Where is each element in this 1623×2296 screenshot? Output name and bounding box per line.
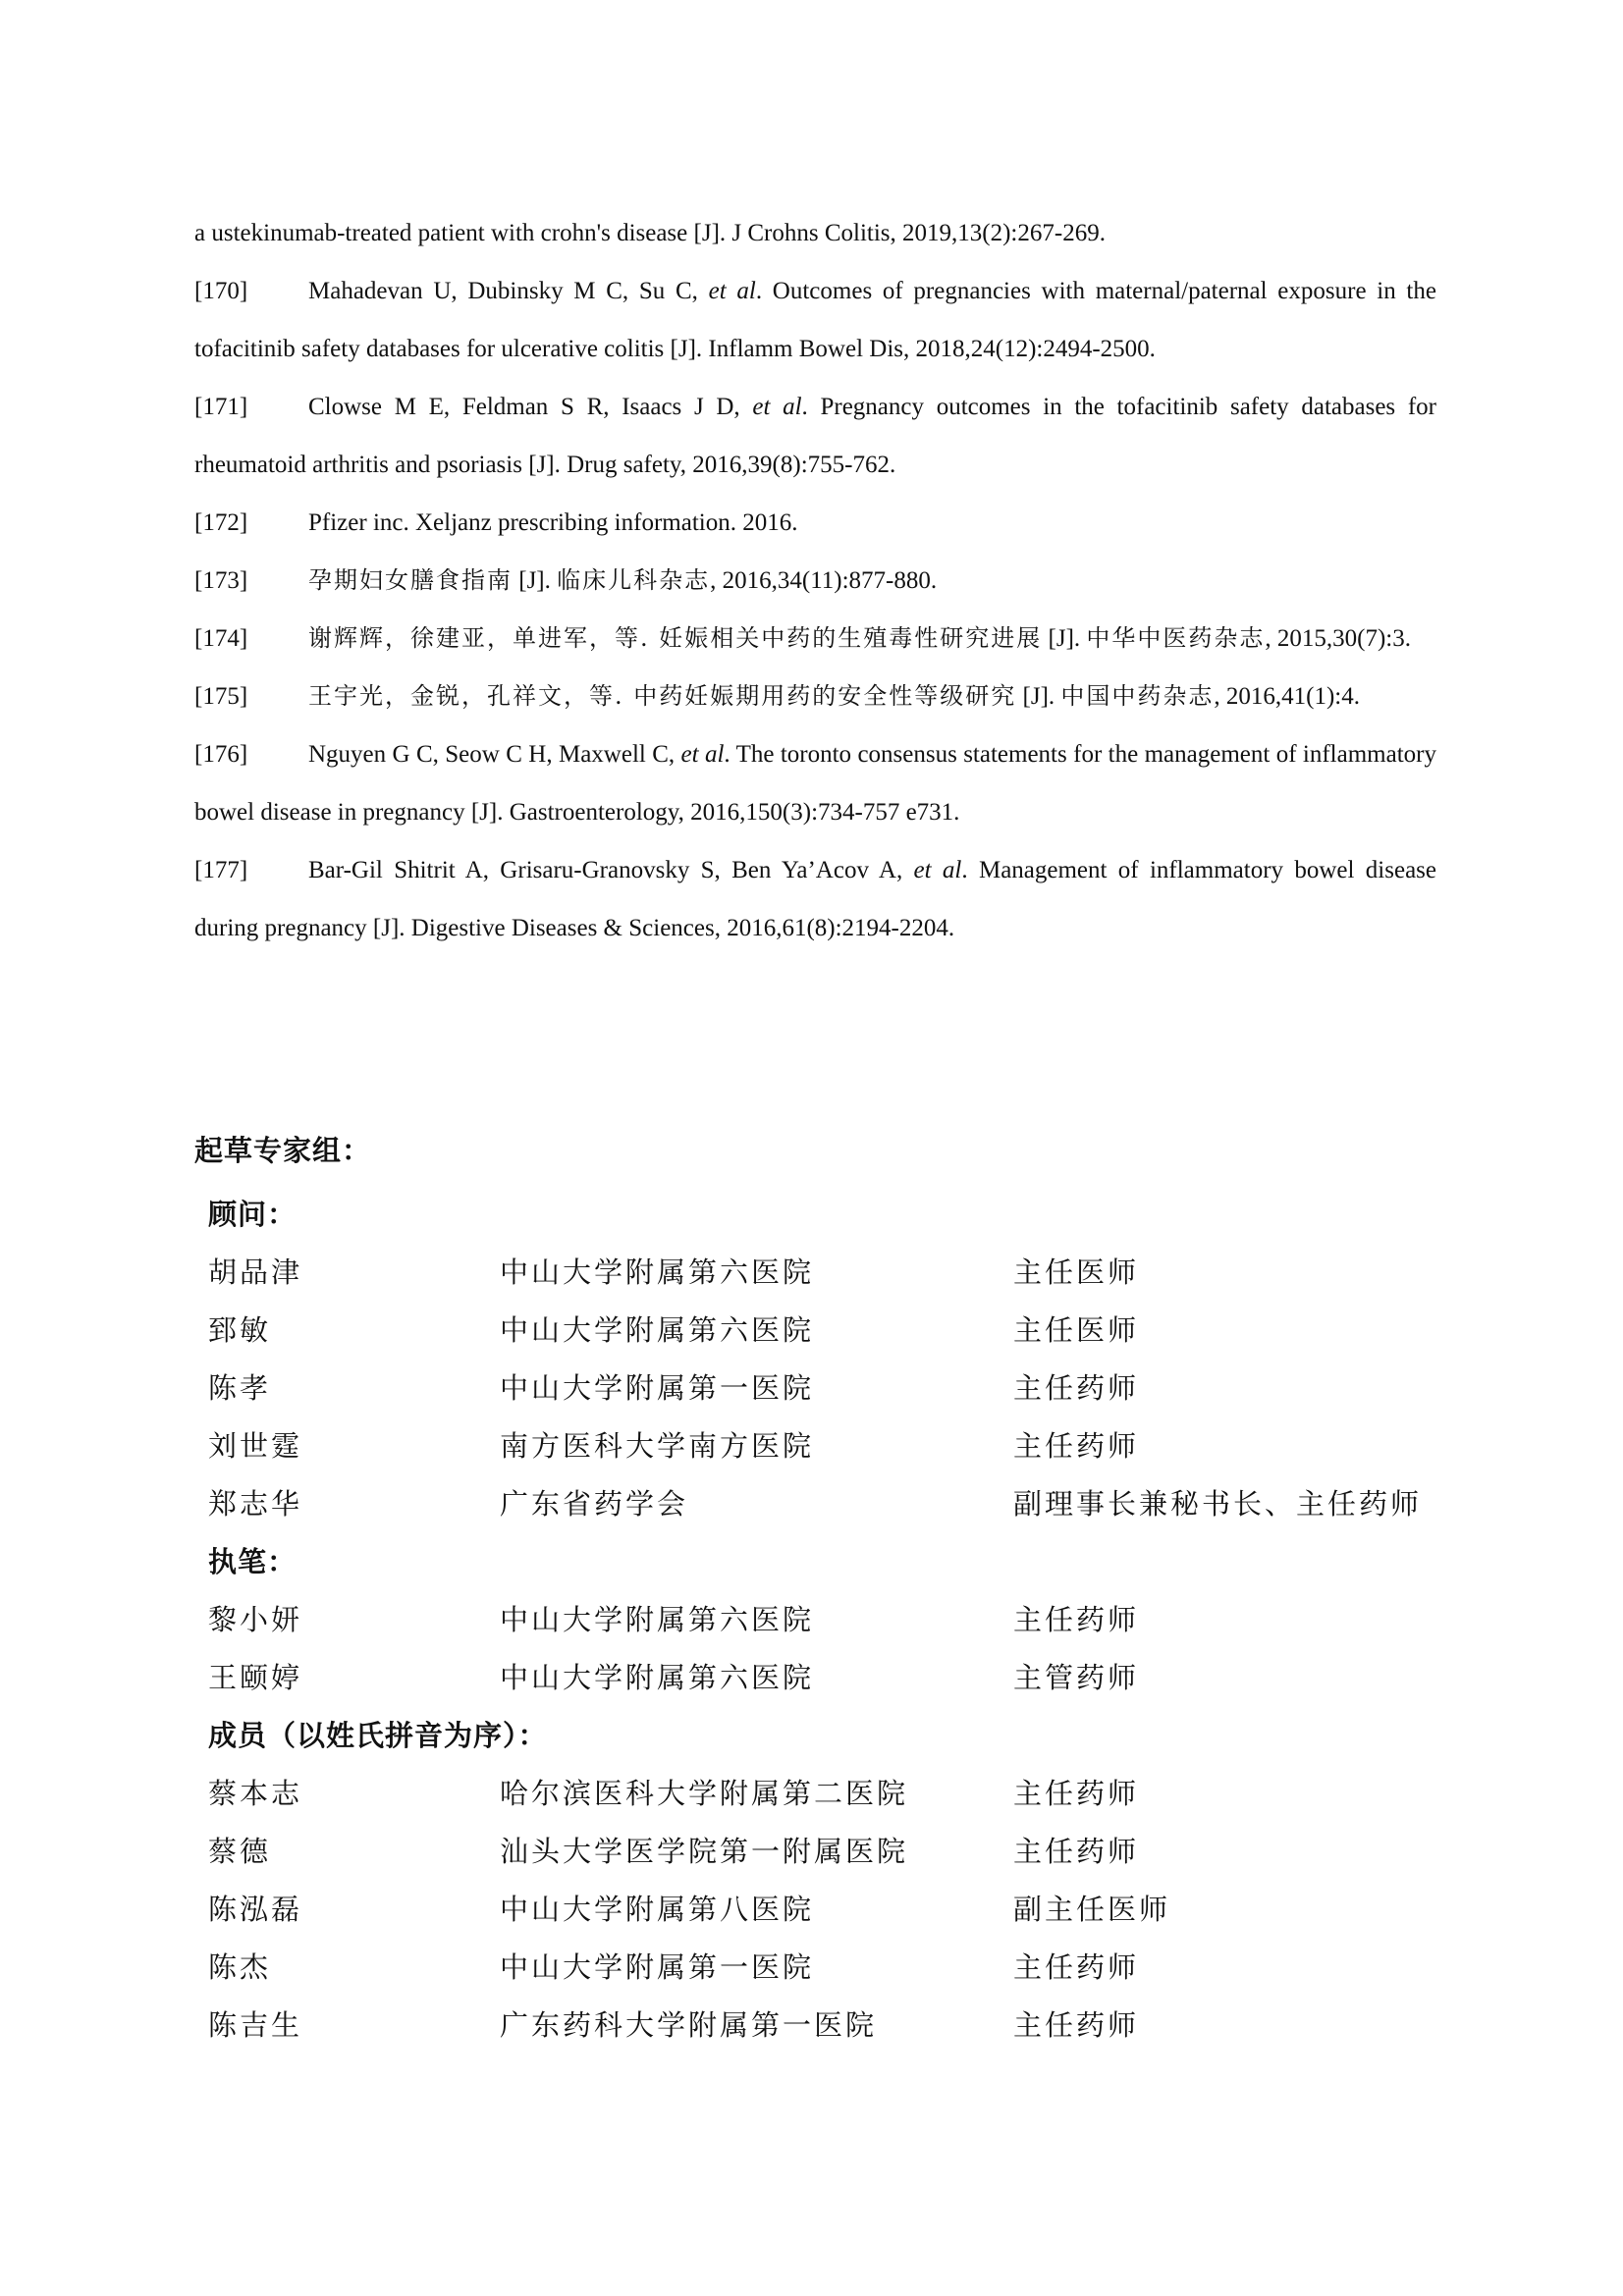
member-title: 主任药师 xyxy=(1013,1371,1140,1405)
member-institution: 中山大学附属第六医院 xyxy=(500,1255,815,1289)
reference-text: Bar-Gil Shitrit A, Grisaru-Granovsky S, Ben Ya’Acov A, xyxy=(308,857,914,883)
reference-entry xyxy=(194,494,1436,552)
reference-text: [J]. xyxy=(1042,625,1087,652)
member-institution: 中山大学附属第一医院 xyxy=(500,1371,815,1405)
reference-text: et al xyxy=(913,857,962,883)
reference-text: 临床儿科杂志 xyxy=(557,566,711,594)
reference-text: Pfizer inc. Xeljanz prescribing information. 2016. xyxy=(308,509,798,536)
member-row xyxy=(208,1244,1445,1302)
member-title: 主任药师 xyxy=(1013,1950,1140,1984)
reference-text: 王宇光，金锐，孔祥文，等. 中药妊娠期用药的安全性等级研究 xyxy=(308,682,1017,710)
member-name: 陈孝 xyxy=(208,1371,272,1405)
group-title: 顾问： xyxy=(208,1198,298,1231)
reference-entry xyxy=(194,552,1436,610)
member-row xyxy=(208,1997,1445,2055)
member-institution: 广东药科大学附属第一医院 xyxy=(500,2008,878,2042)
reference-number: [170] xyxy=(194,278,248,304)
reference-text: , 2016,34(11):877-880. xyxy=(710,567,938,594)
reference-number: [172] xyxy=(194,509,248,536)
member-title: 主任药师 xyxy=(1013,2008,1140,2042)
reference-entry xyxy=(194,667,1436,725)
member-row xyxy=(208,1302,1445,1360)
member-title: 副主任医师 xyxy=(1013,1893,1171,1926)
reference-text: 谢辉辉，徐建亚，单进军，等. 妊娠相关中药的生殖毒性研究进展 xyxy=(308,624,1043,652)
reference-text: Clowse M E, Feldman S R, Isaacs J D, xyxy=(308,394,753,420)
member-name: 胡品津 xyxy=(208,1255,303,1289)
reference-text: . Outcomes of pregnancies with maternal/paternal exposure in the tofacitinib safety databases for ulcerative colitis [J]. Inflamm Bowel Dis, 2018,24(12):2494-2500. xyxy=(194,278,1436,362)
reference-text: 中国中药杂志 xyxy=(1060,682,1215,710)
reference-entry xyxy=(194,841,1436,957)
reference-text: [J]. xyxy=(513,567,558,594)
reference-text: et al xyxy=(752,394,802,420)
reference-number: [177] xyxy=(194,857,248,883)
member-name: 陈泓磊 xyxy=(208,1893,303,1926)
section-title: 起草专家组： xyxy=(194,1134,372,1167)
reference-text: et al xyxy=(680,741,725,768)
reference-text: 中华中医药杂志 xyxy=(1086,624,1266,652)
reference-text: 孕期妇女膳食指南 xyxy=(308,566,513,594)
reference-text: Nguyen G C, Seow C H, Maxwell C, xyxy=(308,741,681,768)
reference-entry xyxy=(194,610,1436,667)
reference-text: Mahadevan U, Dubinsky M C, Su C, xyxy=(308,278,709,304)
member-institution: 汕头大学医学院第一附属医院 xyxy=(500,1835,909,1868)
member-title: 副理事长兼秘书长、主任药师 xyxy=(1013,1487,1423,1521)
member-institution: 中山大学附属第六医院 xyxy=(500,1661,815,1694)
reference-text: , 2016,41(1):4. xyxy=(1214,683,1361,710)
reference-text: et al xyxy=(708,278,756,304)
member-name: 蔡本志 xyxy=(208,1777,303,1810)
member-name: 陈吉生 xyxy=(208,2008,303,2042)
member-title: 主任药师 xyxy=(1013,1777,1140,1810)
reference-text: [J]. xyxy=(1016,683,1061,710)
reference-number: [173] xyxy=(194,567,248,594)
member-name: 王颐婷 xyxy=(208,1661,303,1694)
reference-text: . Pregnancy outcomes in the tofacitinib safety databases for rheumatoid arthritis and psoriasis [J]. Drug safety, 2016,39(8):755-762. xyxy=(194,394,1436,478)
member-title: 主任医师 xyxy=(1013,1255,1140,1289)
member-row xyxy=(208,1649,1445,1707)
reference-entry xyxy=(194,262,1436,378)
reference-number: [174] xyxy=(194,625,248,652)
reference-list xyxy=(194,204,1436,957)
reference-entry xyxy=(194,378,1436,494)
member-institution: 南方医科大学南方医院 xyxy=(500,1429,815,1463)
group-title: 执笔： xyxy=(208,1545,298,1578)
member-title: 主任药师 xyxy=(1013,1835,1140,1868)
member-row xyxy=(208,1591,1445,1649)
reference-text: , 2015,30(7):3. xyxy=(1265,625,1412,652)
member-name: 陈杰 xyxy=(208,1950,272,1984)
member-institution: 中山大学附属第一医院 xyxy=(500,1950,815,1984)
member-row xyxy=(208,1939,1445,1997)
member-title: 主任药师 xyxy=(1013,1429,1140,1463)
member-title: 主任医师 xyxy=(1013,1313,1140,1347)
member-row xyxy=(208,1823,1445,1881)
reference-entry xyxy=(194,725,1436,841)
member-institution: 中山大学附属第六医院 xyxy=(500,1313,815,1347)
member-row xyxy=(208,1881,1445,1939)
member-row xyxy=(208,1417,1445,1475)
member-row xyxy=(208,1360,1445,1417)
member-title: 主任药师 xyxy=(1013,1603,1140,1636)
member-name: 黎小妍 xyxy=(208,1603,303,1636)
member-name: 郑志华 xyxy=(208,1487,303,1521)
reference-entry xyxy=(194,204,1436,262)
member-institution: 广东省药学会 xyxy=(500,1487,689,1521)
member-institution: 哈尔滨医科大学附属第二医院 xyxy=(500,1777,909,1810)
member-name: 刘世霆 xyxy=(208,1429,303,1463)
reference-text: . Management of inflammatory bowel disease during pregnancy [J]. Digestive Diseases & Sciences, 2016,61(8):2194-2204. xyxy=(194,857,1436,941)
expert-roster xyxy=(208,1186,1445,2055)
member-name: 蔡德 xyxy=(208,1835,272,1868)
reference-text: a ustekinumab-treated patient with crohn's disease [J]. J Crohns Colitis, 2019,13(2):267-269. xyxy=(194,220,1106,246)
reference-number: [175] xyxy=(194,683,248,710)
reference-number: [171] xyxy=(194,394,248,420)
member-row xyxy=(208,1475,1445,1533)
reference-text: . The toronto consensus statements for the management of inflammatory bowel disease in pregnancy [J]. Gastroenterology, 2016,150(3):734-757 e731. xyxy=(194,741,1436,826)
reference-number: [176] xyxy=(194,741,248,768)
member-name: 郅敏 xyxy=(208,1313,272,1347)
member-title: 主管药师 xyxy=(1013,1661,1140,1694)
member-row xyxy=(208,1765,1445,1823)
group-title: 成员（以姓氏拼音为序）： xyxy=(208,1719,548,1752)
member-institution: 中山大学附属第八医院 xyxy=(500,1893,815,1926)
member-institution: 中山大学附属第六医院 xyxy=(500,1603,815,1636)
